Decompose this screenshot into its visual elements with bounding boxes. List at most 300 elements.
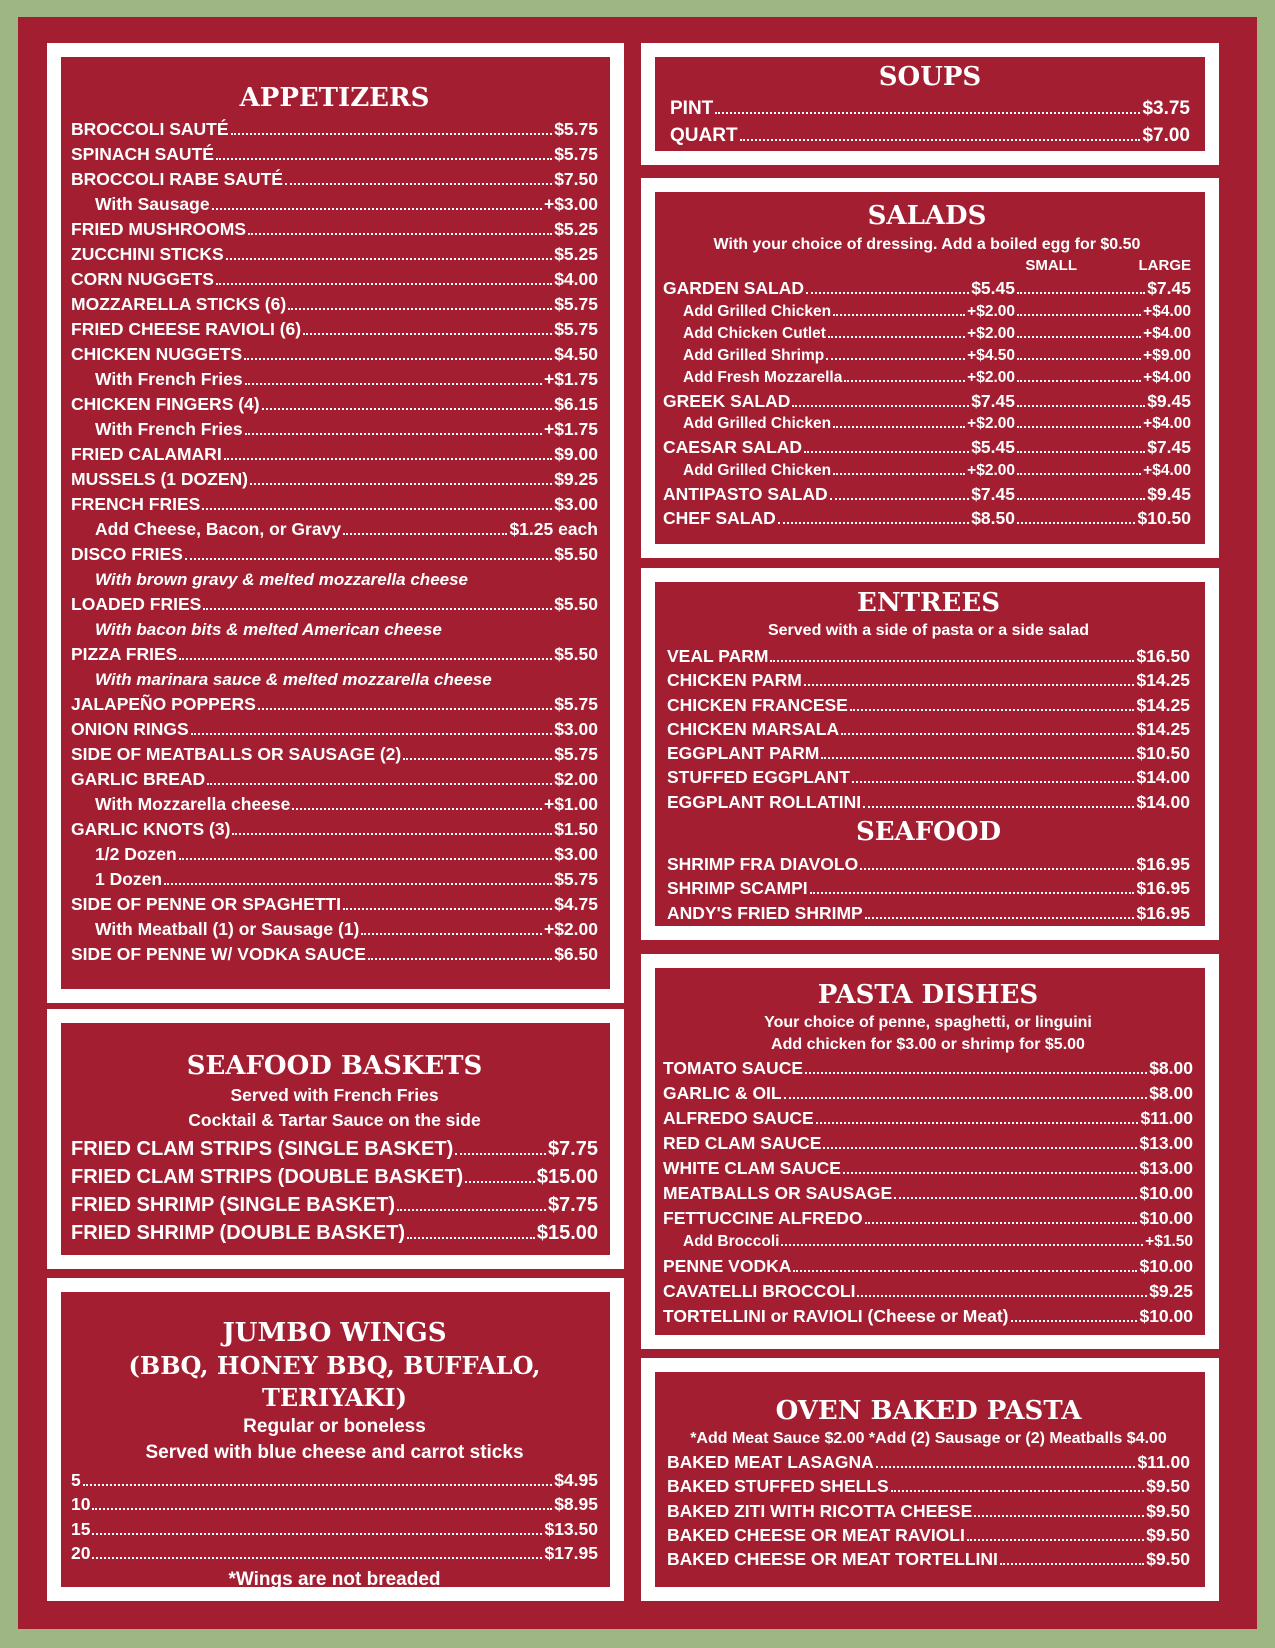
item-price: +$1.75 (543, 369, 598, 389)
item-name: GARDEN SALAD (663, 278, 804, 298)
item-name: SHRIMP FRA DIAVOLO (667, 854, 859, 875)
item-name: With Mozzarella cheese (95, 794, 291, 814)
item-price: $8.95 (554, 1494, 598, 1515)
item-price: $3.00 (554, 844, 598, 864)
soups-list (670, 95, 1190, 149)
item-price: $10.00 (1139, 1208, 1193, 1228)
small-price: +$2.00 (967, 415, 1015, 432)
item-name: FRIED SHRIMP (SINGLE BASKET) (71, 1194, 396, 1216)
item-price: $14.25 (1136, 718, 1190, 739)
menu-item-row (71, 717, 598, 742)
dot-leader (343, 908, 552, 910)
large-price: $9.45 (1147, 483, 1191, 504)
entrees-list (667, 644, 1190, 814)
item-description: With marinara sauce & melted mozzarella cheese (95, 670, 492, 689)
item-price: +$2.00 (543, 919, 598, 939)
item-price: $8.00 (1149, 1083, 1193, 1103)
dot-leader (784, 1097, 1148, 1099)
dot-leader (303, 333, 552, 335)
large-price: +$4.00 (1143, 302, 1191, 320)
menu-item-row (667, 876, 1190, 900)
menu-item-row (71, 242, 598, 267)
item-price: $5.50 (554, 644, 598, 664)
item-name: ANDY'S FRIED SHRIMP (667, 902, 863, 923)
item-price: $14.25 (1136, 670, 1190, 691)
dot-leader (844, 380, 965, 382)
dot-leader (850, 709, 1135, 711)
item-name: Add Broccoli (683, 1233, 780, 1250)
item-price: $2.00 (554, 769, 598, 789)
item-name: SHRIMP SCAMPI (667, 878, 808, 899)
large-price-column (1015, 301, 1191, 323)
item-price: $9.50 (1146, 1549, 1190, 1570)
dot-leader (248, 233, 552, 235)
item-price: $16.95 (1136, 854, 1190, 875)
menu-item-row (663, 1081, 1193, 1106)
item-name: With Meatball (1) or Sausage (1) (95, 919, 360, 939)
item-name: Add Grilled Chicken (683, 415, 832, 432)
item-description: With brown gravy & melted mozzarella cheese (95, 570, 469, 589)
large-price: +$4.00 (1143, 324, 1191, 342)
item-price: $9.00 (554, 444, 598, 464)
salad-item-row (663, 345, 1191, 367)
dot-leader (833, 426, 965, 428)
item-price: $6.50 (554, 944, 598, 964)
item-name: 20 (71, 1542, 91, 1563)
pasta-note: Add chicken for $3.00 or shrimp for $5.00 (771, 1036, 1085, 1053)
baked-section (655, 1372, 1205, 1587)
menu-item-row (667, 1523, 1190, 1547)
dot-leader (778, 522, 969, 524)
salads-note: With your choice of dressing. Add a boiled egg for $0.50 (713, 236, 1141, 253)
entrees-note: Served with a side of pasta or a side salad (767, 622, 1089, 639)
menu-item-row (71, 867, 598, 892)
menu-item-row (71, 817, 598, 842)
dot-leader (821, 757, 1134, 759)
seafood-baskets-note: Served with French Fries (230, 1085, 439, 1105)
menu-item-row (667, 1499, 1190, 1523)
dot-leader (407, 1237, 535, 1239)
small-price: +$4.50 (967, 346, 1015, 364)
dot-leader (231, 133, 553, 135)
appetizers-list (71, 117, 598, 967)
item-price: $4.75 (554, 894, 598, 914)
menu-item-row (663, 1056, 1193, 1081)
item-name: WHITE CLAM SAUCE (663, 1158, 841, 1178)
salad-item-row (663, 389, 1191, 414)
menu-item-row (71, 767, 598, 792)
menu-item-row (71, 167, 598, 192)
menu-item-row (71, 792, 598, 817)
menu-item-row (71, 742, 598, 767)
dot-leader (1017, 380, 1141, 382)
item-price: $16.95 (1136, 902, 1190, 923)
menu-item-row (663, 1131, 1193, 1156)
menu-item-row (667, 644, 1190, 668)
item-name: PIZZA FRIES (71, 644, 178, 664)
dot-leader (1017, 358, 1141, 360)
item-name: FRIED MUSHROOMS (71, 219, 246, 239)
menu-item-row (71, 592, 598, 617)
menu-item-row (71, 442, 598, 467)
dot-leader (860, 868, 1134, 870)
menu-item-row (667, 901, 1190, 925)
entrees-title: ENTREES (857, 588, 1000, 618)
menu-item-row (71, 492, 598, 517)
item-name: 10 (71, 1494, 91, 1515)
salad-item-row (663, 323, 1191, 345)
dot-leader (226, 258, 553, 260)
menu-item-row (663, 1156, 1193, 1181)
menu-item-row (71, 317, 598, 342)
large-price: +$4.00 (1143, 415, 1191, 432)
dot-leader (816, 1122, 1139, 1124)
dot-leader (224, 458, 553, 460)
item-name: JALAPEÑO POPPERS (71, 694, 256, 714)
item-price: $9.50 (1146, 1476, 1190, 1497)
item-price: $1.25 each (509, 519, 598, 539)
item-price: $5.50 (554, 544, 598, 564)
seafood-baskets-title: SEAFOOD BASKETS (186, 1051, 483, 1081)
item-name: 1 Dozen (95, 869, 163, 889)
dot-leader (1017, 336, 1141, 338)
menu-item-row (667, 741, 1190, 765)
item-name: SPINACH SAUTÉ (71, 144, 214, 164)
item-price: $5.75 (554, 694, 598, 714)
item-price: $13.00 (1139, 1133, 1193, 1153)
dot-leader (1017, 426, 1141, 428)
salad-item-row (663, 367, 1191, 389)
item-price: +$1.00 (543, 794, 598, 814)
dot-leader (1017, 451, 1145, 453)
item-price: +$3.00 (543, 194, 598, 214)
dot-leader (465, 1181, 535, 1183)
item-name: LOADED FRIES (71, 594, 202, 614)
seafood-list (667, 852, 1190, 925)
item-name: MUSSELS (1 DOZEN) (71, 469, 248, 489)
menu-item-row (71, 117, 598, 142)
menu-item-row (663, 1106, 1193, 1131)
large-price-column (1015, 506, 1191, 531)
dot-leader (1017, 314, 1141, 316)
item-name: RED CLAM SAUCE (663, 1133, 822, 1153)
item-name: BAKED ZITI WITH RICOTTA CHEESE (667, 1500, 973, 1521)
menu-item-row (71, 142, 598, 167)
salad-item-row (663, 460, 1191, 482)
large-price-column (1015, 413, 1191, 435)
small-price: $7.45 (971, 483, 1015, 504)
dot-leader (288, 308, 552, 310)
item-name: EGGPLANT PARM (667, 743, 820, 764)
menu-item-row (71, 192, 598, 217)
item-name: FETTUCCINE ALFREDO (663, 1208, 863, 1228)
dot-leader (244, 358, 552, 360)
salads-list (663, 276, 1191, 531)
item-name: Add Chicken Cutlet (683, 324, 826, 342)
item-name: CHEF SALAD (663, 508, 776, 528)
menu-item-row (663, 1304, 1193, 1329)
large-price: $10.50 (1137, 508, 1191, 528)
large-price-column (1015, 367, 1191, 389)
salads-card (641, 178, 1219, 558)
item-name: With French Fries (95, 369, 243, 389)
menu-item-row (667, 1547, 1190, 1571)
dot-leader (833, 473, 965, 475)
item-price: $5.75 (554, 744, 598, 764)
large-price-column (1015, 276, 1191, 301)
menu-item-row (663, 1254, 1193, 1279)
dot-leader (92, 1508, 552, 1510)
large-price: +$4.00 (1143, 368, 1191, 386)
appetizers-card (47, 43, 624, 1003)
dot-leader (967, 1539, 1144, 1541)
item-price: $13.00 (1139, 1158, 1193, 1178)
menu-item-row (667, 717, 1190, 741)
pasta-title: PASTA DISHES (817, 980, 1039, 1010)
item-name: With French Fries (95, 419, 243, 439)
large-price: $9.45 (1147, 390, 1191, 411)
item-price: $4.95 (554, 1470, 598, 1490)
item-name: DISCO FRIES (71, 544, 183, 564)
baked-list (667, 1450, 1190, 1571)
item-price: $7.50 (554, 169, 598, 189)
item-price: $5.75 (554, 119, 598, 139)
menu-item-row (663, 1181, 1193, 1206)
appetizers-section (61, 57, 610, 989)
menu-item-row (71, 1219, 598, 1247)
item-name: BROCCOLI SAUTÉ (71, 119, 229, 139)
dot-leader (164, 883, 552, 885)
menu-item-row (663, 1206, 1193, 1231)
size-large-label: LARGE (1138, 257, 1191, 274)
salads-size-header (663, 256, 1191, 276)
salad-item-row (663, 301, 1191, 323)
salad-item-row (663, 413, 1191, 435)
item-price: $8.00 (1149, 1058, 1193, 1078)
menu-item-row (71, 892, 598, 917)
item-name: ALFREDO SAUCE (663, 1108, 814, 1128)
item-price: $14.00 (1136, 767, 1190, 788)
soups-title: SOUPS (878, 62, 982, 92)
item-price: $5.50 (554, 594, 598, 614)
item-name: MEATBALLS OR SAUSAGE (663, 1183, 893, 1203)
dot-leader (212, 208, 542, 210)
small-price: +$2.00 (967, 461, 1015, 479)
item-price: $5.25 (554, 219, 598, 239)
item-name: Add Grilled Chicken (683, 302, 832, 320)
item-name: Add Cheese, Bacon, or Gravy (95, 519, 342, 539)
baked-card (641, 1358, 1219, 1601)
item-price: $9.50 (1146, 1500, 1190, 1521)
seafood-baskets-note: Cocktail & Tartar Sauce on the side (188, 1110, 481, 1130)
item-price: $16.50 (1136, 646, 1190, 666)
wings-card (47, 1278, 624, 1601)
dot-leader (245, 383, 542, 385)
menu-item-row (71, 942, 598, 967)
item-price: $17.95 (544, 1542, 598, 1563)
dot-leader (865, 1222, 1138, 1224)
dot-leader (179, 858, 553, 860)
menu-item-row (71, 917, 598, 942)
item-price: $10.00 (1139, 1255, 1193, 1276)
item-price: $11.00 (1137, 1452, 1190, 1472)
dot-leader (1017, 498, 1145, 500)
item-name: GREEK SALAD (663, 390, 791, 411)
small-price: +$2.00 (967, 324, 1015, 342)
dot-leader (793, 1270, 1137, 1272)
item-name: STUFFED EGGPLANT (667, 767, 850, 788)
pasta-note: Your choice of penne, spaghetti, or linguini (764, 1014, 1092, 1031)
dot-leader (828, 336, 965, 338)
dot-leader (792, 405, 969, 407)
dot-leader (203, 608, 552, 610)
dot-leader (857, 1295, 1147, 1297)
menu-item-row (71, 1541, 598, 1565)
menu-item-row (71, 1135, 598, 1163)
dot-leader (804, 451, 969, 453)
item-name: TORTELLINI or RAVIOLI (Cheese or Meat) (663, 1305, 1009, 1326)
item-name: VEAL PARM (667, 646, 769, 666)
item-price: $9.25 (554, 469, 598, 489)
dot-leader (843, 1172, 1138, 1174)
menu-item-row (71, 292, 598, 317)
item-name: PINT (670, 98, 714, 119)
dot-leader (715, 112, 1140, 114)
menu-item-row (71, 1191, 598, 1219)
menu-item-row (71, 417, 598, 442)
menu-item-row (71, 842, 598, 867)
item-price: $5.75 (554, 294, 598, 314)
dot-leader (863, 806, 1134, 808)
item-name: ZUCCHINI STICKS (71, 244, 224, 264)
menu-item-row (663, 1279, 1193, 1304)
item-name: FRIED SHRIMP (DOUBLE BASKET) (71, 1222, 406, 1244)
dot-leader (804, 684, 1135, 686)
menu-item-row (667, 790, 1190, 814)
small-price: $5.45 (971, 278, 1015, 298)
item-price: $14.00 (1136, 791, 1190, 812)
dot-leader (207, 783, 552, 785)
dot-leader (368, 958, 552, 960)
dot-leader (245, 433, 542, 435)
wings-list (71, 1468, 598, 1565)
menu-item-row (71, 1517, 598, 1541)
menu-item-row (670, 122, 1190, 149)
dot-leader (770, 660, 1134, 662)
item-name: CHICKEN NUGGETS (71, 344, 243, 364)
menu-item-row (71, 392, 598, 417)
large-price-column (1015, 323, 1191, 345)
dot-leader (185, 558, 552, 560)
item-price: $10.00 (1139, 1183, 1193, 1203)
dot-leader (285, 183, 552, 185)
dot-leader (202, 508, 552, 510)
menu-item-row (71, 692, 598, 717)
item-price: $5.75 (554, 144, 598, 164)
salads-title: SALADS (867, 201, 987, 231)
dot-leader (92, 1533, 542, 1535)
large-price-column (1015, 460, 1191, 482)
small-price: +$2.00 (967, 368, 1015, 386)
dot-leader (250, 483, 552, 485)
pasta-list (663, 1056, 1193, 1329)
large-price-column (1015, 482, 1191, 507)
menu-item-row (71, 367, 598, 392)
seafood-baskets-list (71, 1135, 598, 1247)
entrees-section (655, 582, 1205, 926)
soups-section (655, 57, 1205, 151)
wings-footnote: *Wings are not breaded (228, 1569, 441, 1591)
menu-item-row (71, 517, 598, 542)
large-price: +$9.00 (1143, 346, 1191, 364)
item-name: Add Grilled Shrimp (683, 346, 825, 364)
dot-leader (781, 1244, 1143, 1246)
item-name: 5 (71, 1470, 81, 1490)
item-price: $4.00 (554, 269, 598, 289)
menu-item-row (663, 1231, 1193, 1254)
item-name: SIDE OF PENNE W/ VODKA SAUCE (71, 944, 366, 964)
dot-leader (216, 283, 552, 285)
item-price: $5.75 (554, 869, 598, 889)
menu-item-row (667, 693, 1190, 717)
item-price: $6.15 (554, 394, 598, 414)
large-price-column (1015, 345, 1191, 367)
item-price: $15.00 (536, 1166, 598, 1188)
wings-section (61, 1292, 610, 1591)
item-price: $9.50 (1146, 1524, 1190, 1545)
item-price: +$1.50 (1145, 1233, 1193, 1250)
item-price: +$1.75 (543, 419, 598, 439)
dot-leader (1017, 405, 1145, 407)
item-price: $5.25 (554, 244, 598, 264)
dot-leader (740, 139, 1141, 141)
menu-item-row (670, 95, 1190, 122)
dot-leader (830, 498, 970, 500)
wings-title: JUMBO WINGS (222, 1318, 447, 1348)
dot-leader (92, 1557, 542, 1559)
dot-leader (403, 758, 552, 760)
dot-leader (397, 1209, 546, 1211)
salad-item-row (663, 482, 1191, 507)
wings-note: Regular or boneless (243, 1416, 426, 1437)
item-name: ANTIPASTO SALAD (663, 483, 828, 504)
item-name: SIDE OF PENNE OR SPAGHETTI (71, 894, 341, 914)
item-name: FRENCH FRIES (71, 494, 201, 514)
dot-leader (1011, 1320, 1138, 1322)
dot-leader (455, 1153, 546, 1155)
menu-item-row (71, 217, 598, 242)
menu-item-row (71, 1468, 598, 1492)
item-price: $9.25 (1149, 1280, 1193, 1301)
appetizers-title: APPETIZERS (239, 83, 430, 113)
menu-item-row (667, 765, 1190, 789)
wings-note: Served with blue cheese and carrot sticks (145, 1442, 524, 1463)
menu-item-row (71, 1492, 598, 1516)
item-name: BROCCOLI RABE SAUTÉ (71, 169, 283, 189)
item-name: Add Fresh Mozzarella (683, 368, 843, 386)
large-price: $7.45 (1147, 437, 1191, 457)
dot-leader (258, 708, 552, 710)
item-price: $5.75 (554, 319, 598, 339)
item-name: CHICKEN PARM (667, 670, 802, 691)
menu-item-row (71, 342, 598, 367)
item-name: PENNE VODKA (663, 1255, 792, 1276)
dot-leader (1017, 522, 1135, 524)
item-name: BAKED CHEESE OR MEAT TORTELLINI (667, 1549, 998, 1570)
dot-leader (1000, 1563, 1144, 1565)
salad-item-row (663, 506, 1191, 531)
wings-flavors: (BBQ, HONEY BBQ, BUFFALO, TERIYAKI) (128, 1351, 541, 1412)
